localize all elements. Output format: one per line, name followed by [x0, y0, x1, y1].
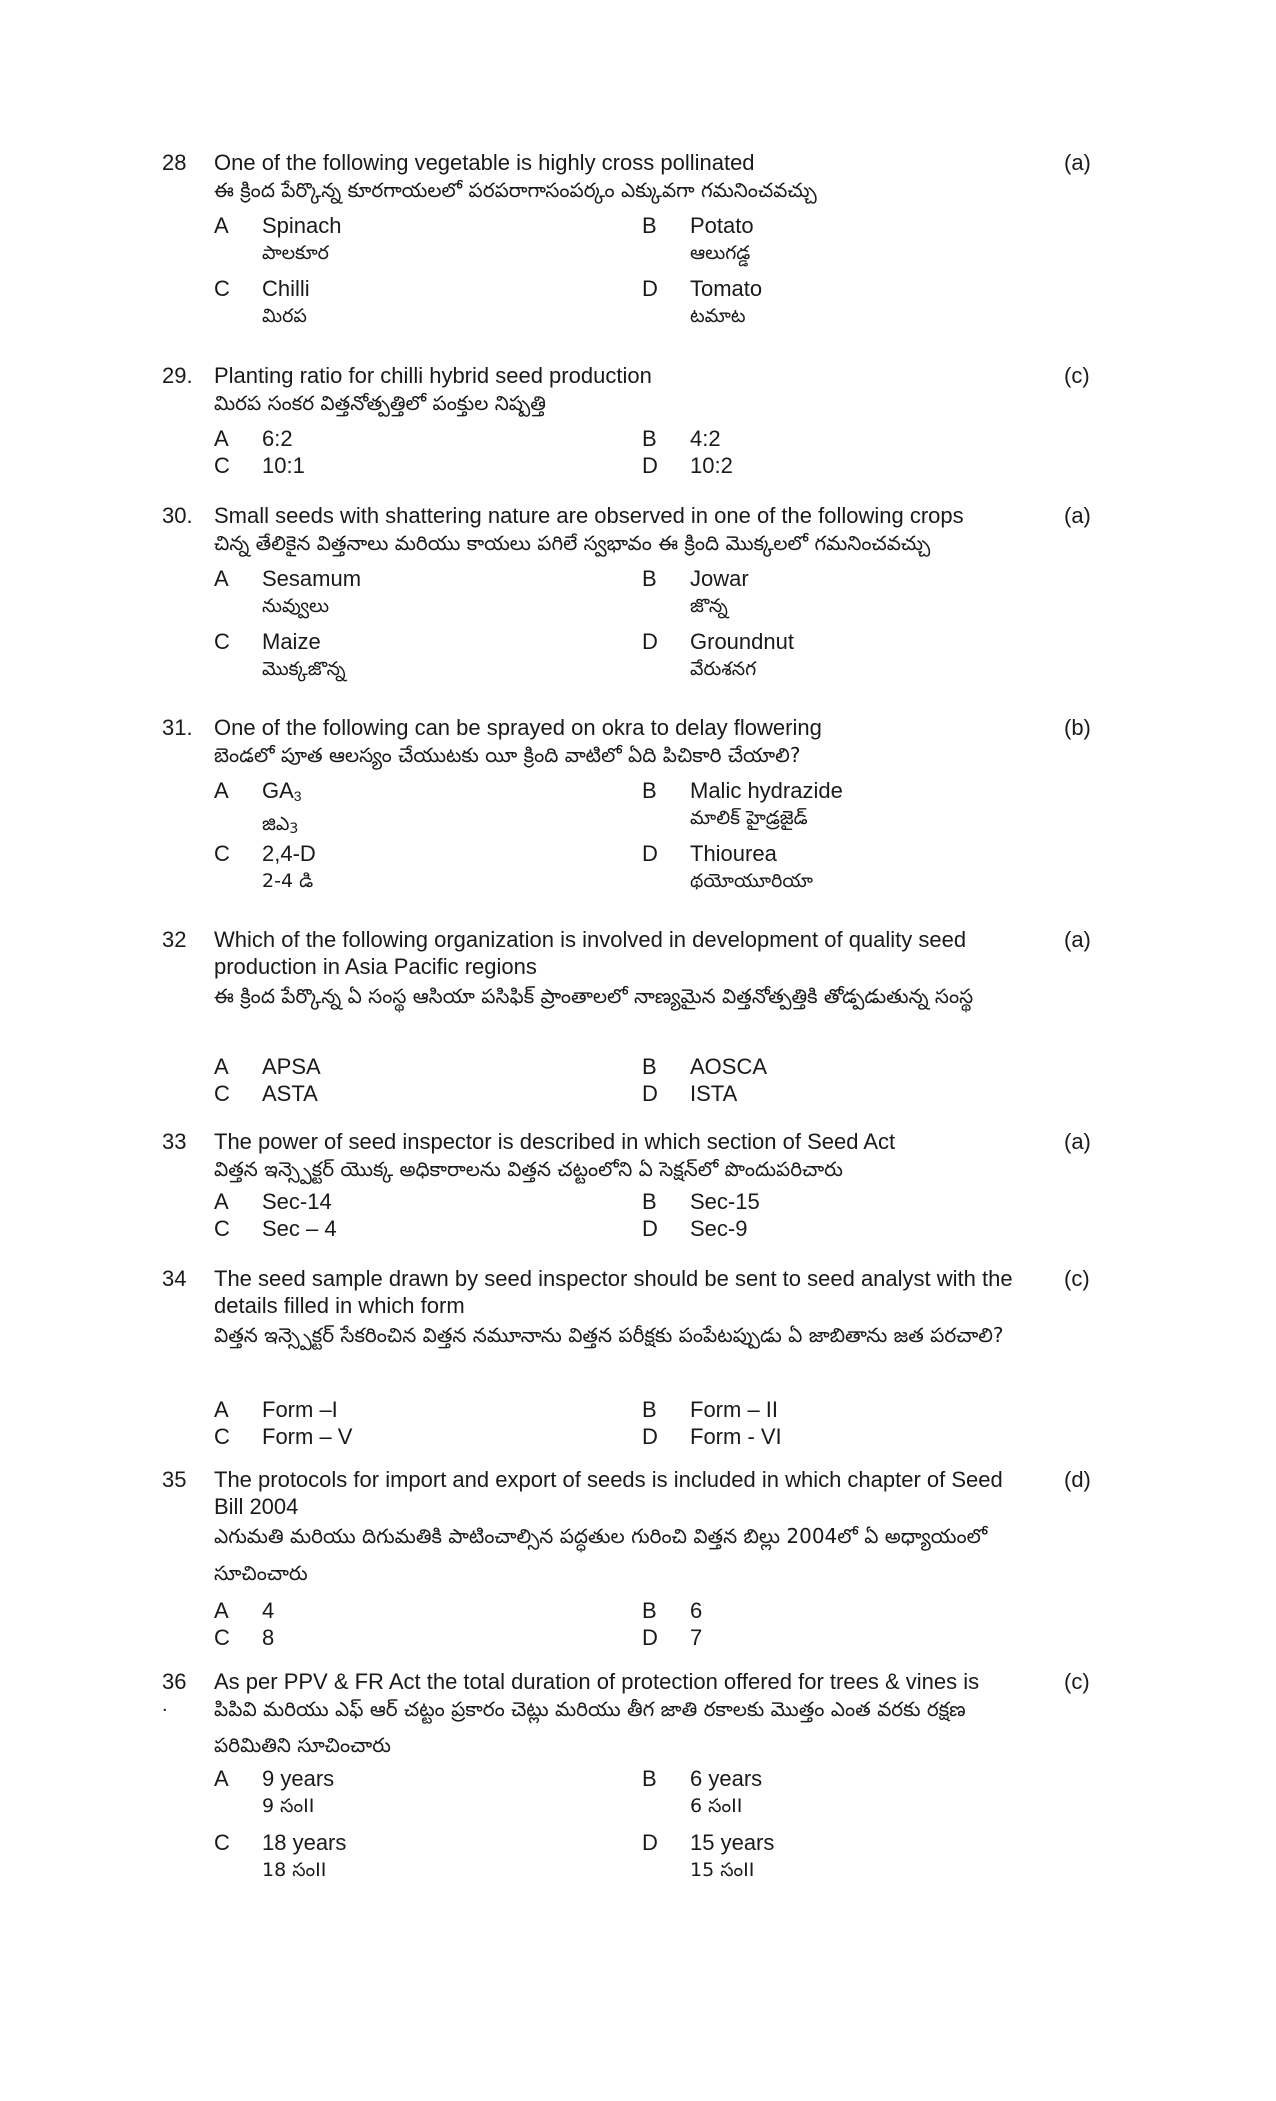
option-letter: B	[642, 1766, 657, 1791]
question-text-english: The protocols for import and export of seeds is included in which chapter of Seed Bill 2004	[214, 1467, 1003, 1519]
option-letter: A	[214, 1397, 229, 1422]
option-text-english: Groundnut	[690, 629, 794, 654]
question-text-telugu: చిన్న తేలికైన విత్తనాలు మరియు కాయలు పగిలే స్వభావం ఈ క్రింది మొక్కలలో గమనించవచ్చు	[214, 531, 931, 555]
option-text-telugu: 18 సంII	[262, 1859, 327, 1881]
question-text-telugu: ఎగుమతి మరియు దిగుమతికి పాటించాల్సిన పద్ధతుల గురించి విత్తన బిల్లు 2004లో ఏ అధ్యాయంలో సూచించారు	[214, 1524, 988, 1585]
option-letter: D	[642, 841, 658, 866]
question-text	[214, 714, 1034, 772]
option-letter: D	[642, 1081, 658, 1106]
option-letter: A	[214, 778, 229, 803]
option-text-telugu: మొక్కజొన్న	[262, 658, 346, 680]
option-text-telugu: ఆలుగడ్డ	[690, 242, 751, 264]
option-text-english: Form – II	[690, 1397, 779, 1422]
question-text-telugu: ఈ క్రింద పేర్కొన్న కూరగాయలలో పరపరాగాసంపర్కం ఎక్కువగా గమనించవచ్చు	[214, 178, 817, 202]
option-text-english: 6 years	[690, 1766, 763, 1791]
question-text-english: Planting ratio for chilli hybrid seed production	[214, 363, 652, 388]
option-text-english: 9 years	[262, 1766, 335, 1791]
question-text	[214, 362, 1034, 420]
question-text-english: One of the following vegetable is highly cross pollinated	[214, 150, 755, 175]
option-letter: B	[642, 778, 657, 803]
option-text-english: Thiourea	[690, 841, 777, 866]
question-text-english: Small seeds with shattering nature are observed in one of the following crops	[214, 503, 964, 528]
option-text-english: Jowar	[690, 566, 749, 591]
option-text-telugu: 6 సంII	[690, 1795, 743, 1817]
question-number: 35	[162, 1467, 187, 1492]
option-text-english: Potato	[690, 213, 754, 238]
question-text	[214, 1128, 1034, 1186]
option-text-english: 6:2	[262, 426, 293, 451]
option-letter: D	[642, 276, 658, 301]
option-text-telugu: జొన్న	[690, 595, 728, 617]
answer-key: (b)	[1064, 715, 1091, 740]
option-letter: A	[214, 1766, 229, 1791]
option-letter: A	[214, 426, 229, 451]
option-text-telugu: 2-4 డి	[262, 870, 314, 892]
option-text-english: ASTA	[262, 1081, 318, 1106]
option-text-english: Form –I	[262, 1397, 338, 1422]
question-text-telugu: బెండలో పూత ఆలస్యం చేయుటకు యీ క్రింది వాటిలో ఏది పిచికారి చేయాలి?	[214, 743, 801, 767]
question-text	[214, 1265, 1034, 1354]
question-number: 36 .	[162, 1669, 187, 1716]
option-text-english: 7	[690, 1625, 703, 1650]
answer-key: (d)	[1064, 1467, 1091, 1492]
option-letter: B	[642, 566, 657, 591]
option-text-english: Form – V	[262, 1424, 353, 1449]
option-text-english: 6	[690, 1598, 703, 1623]
question-text-telugu: విత్తన ఇన్స్పెక్టర్ సేకరించిన విత్తన నమూనాను విత్తన పరీక్షకు పంపేటప్పుడు ఏ జాబితాను జత పరచాలి?	[214, 1323, 1004, 1347]
answer-key: (c)	[1064, 1266, 1090, 1291]
option-text-english: Tomato	[690, 276, 763, 301]
option-letter: B	[642, 1397, 657, 1422]
answer-key: (c)	[1064, 363, 1090, 388]
option-letter: C	[214, 453, 230, 478]
option-text-telugu: మిరప	[262, 305, 307, 327]
option-text-english: 4:2	[690, 426, 721, 451]
option-letter: B	[642, 1598, 657, 1623]
option-text-english: 18 years	[262, 1830, 347, 1855]
option-text-english: ISTA	[690, 1081, 738, 1106]
option-letter: C	[214, 841, 230, 866]
option-letter: C	[214, 1830, 230, 1855]
question-number: 28	[162, 150, 187, 175]
option-text-telugu: జిఎ$_3$	[262, 813, 299, 837]
option-letter: D	[642, 1424, 658, 1449]
option-text-english: APSA	[262, 1054, 321, 1079]
option-letter: D	[642, 1216, 658, 1241]
option-text-telugu: పాలకూర	[262, 242, 329, 264]
question-number: 31.	[162, 715, 193, 740]
option-letter: C	[214, 629, 230, 654]
option-text-telugu: టమాట	[690, 305, 746, 327]
option-letter: D	[642, 1830, 658, 1855]
option-letter: D	[642, 1625, 658, 1650]
answer-key: (a)	[1064, 150, 1091, 175]
option-text-english: Malic hydrazide	[690, 778, 843, 803]
question-text	[214, 502, 1034, 560]
option-text-english: Sesamum	[262, 566, 362, 591]
option-text-telugu: నువ్వులు	[262, 595, 330, 617]
answer-key: (c)	[1064, 1669, 1090, 1694]
option-letter: A	[214, 1054, 229, 1079]
answer-key: (a)	[1064, 1129, 1091, 1154]
question-text	[214, 926, 1034, 1014]
option-text-english: 2,4-D	[262, 841, 316, 866]
question-text	[214, 1668, 1034, 1763]
option-letter: A	[214, 566, 229, 591]
option-letter: C	[214, 1081, 230, 1106]
question-text-telugu: ఈ క్రింద పేర్కొన్న ఏ సంస్థ ఆసియా పసిఫిక్ ప్రాంతాలలో నాణ్యమైన విత్తనోత్పత్తికి తోడ్పడుతున్న సంస్థ	[214, 984, 974, 1008]
option-text-english: AOSCA	[690, 1054, 768, 1079]
option-text-telugu: 9 సంII	[262, 1795, 315, 1817]
option-letter: A	[214, 1189, 229, 1214]
option-text-english: Maize	[262, 629, 321, 654]
question-text-english: The power of seed inspector is described in which section of Seed Act	[214, 1129, 896, 1154]
option-letter: D	[642, 629, 658, 654]
question-text-english: One of the following can be sprayed on okra to delay flowering	[214, 715, 822, 740]
option-letter: B	[642, 1189, 657, 1214]
option-text-english: Chilli	[262, 276, 310, 301]
option-text-english: Sec-15	[690, 1189, 760, 1214]
question-text-english: The seed sample drawn by seed inspector should be sent to seed analyst with the details filled in which form	[214, 1266, 1013, 1318]
answer-key: (a)	[1064, 503, 1091, 528]
option-text-english: 4	[262, 1598, 275, 1623]
option-letter: C	[214, 1424, 230, 1449]
question-number: 30.	[162, 503, 193, 528]
option-letter: B	[642, 213, 657, 238]
question-text	[214, 149, 1034, 207]
option-letter: A	[214, 213, 229, 238]
option-letter: C	[214, 1625, 230, 1650]
option-text-english: Form - VI	[690, 1424, 782, 1449]
question-text	[214, 1466, 1034, 1592]
option-letter: A	[214, 1598, 229, 1623]
question-text-english: As per PPV & FR Act the total duration of protection offered for trees & vines is	[214, 1669, 980, 1694]
option-text-english: 10:1	[262, 453, 305, 478]
option-letter: B	[642, 426, 657, 451]
question-text-telugu: విత్తన ఇన్స్పెక్టర్ యొక్క అధికారాలను విత్తన చట్టంలోని ఏ సెక్షన్‌లో పొందుపరిచారు	[214, 1157, 843, 1181]
option-text-english: Sec-14	[262, 1189, 332, 1214]
option-text-english: $GA_3$	[262, 778, 302, 804]
question-number: 34	[162, 1266, 187, 1291]
option-text-english: Spinach	[262, 213, 342, 238]
question-number: 29.	[162, 363, 193, 388]
option-letter: D	[642, 453, 658, 478]
question-number: 32	[162, 927, 187, 952]
option-text-telugu: 15 సంII	[690, 1859, 755, 1881]
option-text-telugu: వేరుశనగ	[690, 658, 757, 680]
option-letter: C	[214, 276, 230, 301]
question-text-telugu: పిపివి మరియు ఎఫ్ ఆర్ చట్టం ప్రకారం చెట్లు మరియు తీగ జాతి రకాలకు మొత్తం ఎంత వరకు రక్షణ పరిమితిని సూచించారు	[214, 1697, 966, 1757]
option-text-english: 8	[262, 1625, 275, 1650]
option-text-telugu: మాలిక్ హైడ్రజైడ్	[690, 807, 808, 829]
question-text-telugu: మిరప సంకర విత్తనోత్పత్తిలో పంక్తుల నిష్పత్తి	[214, 391, 546, 415]
option-text-english: Sec-9	[690, 1216, 748, 1241]
option-text-english: Sec – 4	[262, 1216, 337, 1241]
option-text-english: 10:2	[690, 453, 733, 478]
option-letter: C	[214, 1216, 230, 1241]
question-number: 33	[162, 1129, 187, 1154]
option-letter: B	[642, 1054, 657, 1079]
option-text-telugu: థయోయూరియా	[690, 870, 813, 892]
option-text-english: 15 years	[690, 1830, 775, 1855]
question-text-english: Which of the following organization is involved in development of quality seed production in Asia Pacific regions	[214, 927, 967, 979]
answer-key: (a)	[1064, 927, 1091, 952]
